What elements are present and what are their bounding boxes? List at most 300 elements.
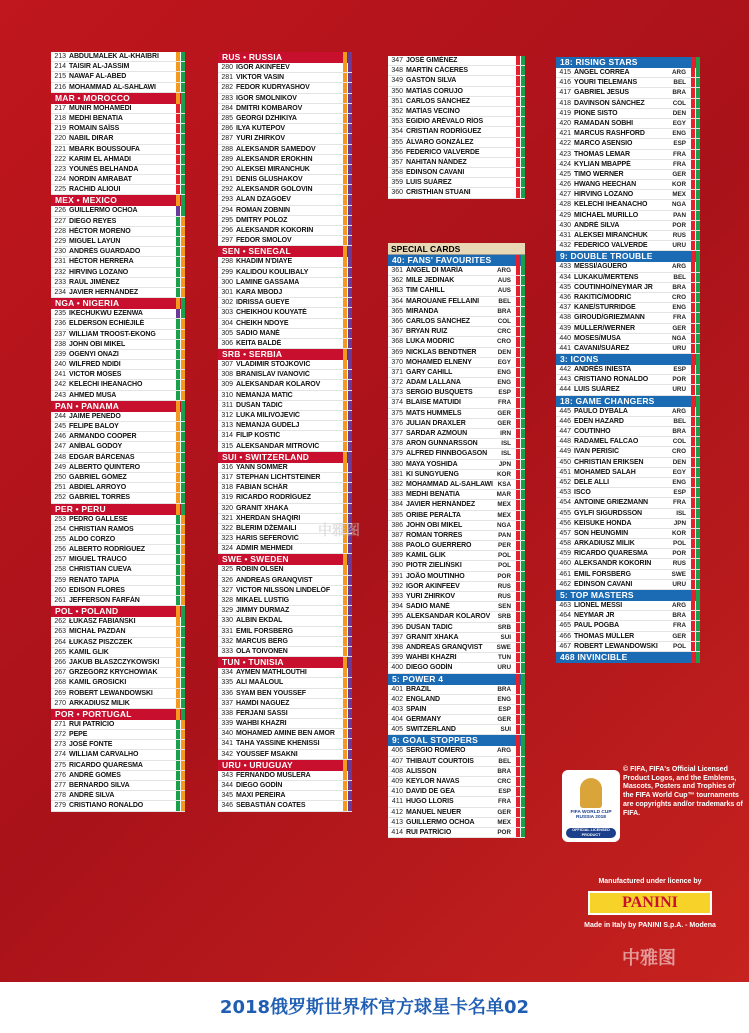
colour-swatch [176, 463, 180, 472]
colour-swatch [176, 699, 180, 708]
colour-swatch [516, 674, 520, 685]
card-number: 444 [559, 386, 571, 394]
checklist-row [218, 606, 352, 616]
player-name: DELE ALLI [574, 478, 610, 486]
colour-swatch [176, 104, 180, 113]
colour-swatch [176, 391, 180, 400]
player-name: ROMAN ZOBNIN [236, 206, 291, 214]
player-name: STEPHAN LICHTSTEINER [236, 473, 321, 481]
checklist-row [556, 385, 700, 395]
player-name: MATÍAS CORUJO [406, 87, 463, 95]
colour-swatch [691, 354, 695, 365]
checklist-row [556, 601, 700, 611]
checklist-row [218, 627, 352, 637]
card-number: 412 [391, 808, 403, 816]
colour-swatch [348, 52, 352, 63]
checklist-row [388, 178, 525, 188]
colour-swatch [176, 206, 180, 215]
colour-swatch [348, 94, 352, 103]
card-number: 466 [559, 632, 571, 640]
card-number: 445 [559, 407, 571, 415]
colour-swatch [181, 52, 185, 61]
colour-swatch [348, 329, 352, 338]
country-code: RUS [672, 232, 686, 239]
colour-swatch [348, 268, 352, 277]
checklist-row [51, 227, 185, 237]
player-name: CRISTIANO RONALDO [69, 802, 144, 810]
player-name: KEITA BALDÉ [236, 339, 282, 347]
colour-swatch [521, 551, 525, 560]
colour-swatch [521, 398, 525, 407]
colour-swatch [343, 699, 347, 708]
colour-swatch [181, 606, 185, 617]
player-name: SEBASTIÁN COATES [236, 802, 306, 810]
player-name: RADAMEL FALCAO [574, 438, 639, 446]
colour-swatch [696, 231, 700, 240]
colour-swatch [181, 504, 185, 515]
colour-swatch [516, 787, 520, 796]
section-header: SEN • SENEGAL [218, 246, 352, 257]
colour-swatch [696, 407, 700, 416]
country-code: GER [672, 632, 686, 640]
colour-swatch [343, 124, 347, 133]
checklist-row [388, 551, 525, 561]
colour-swatch [343, 391, 347, 400]
colour-swatch [521, 368, 525, 377]
card-number: 226 [54, 207, 66, 215]
colour-swatch [516, 808, 520, 817]
colour-swatch [348, 719, 352, 728]
colour-swatch [343, 175, 347, 184]
country-code: MEX [497, 511, 511, 519]
colour-swatch [521, 746, 525, 755]
colour-swatch [516, 276, 520, 285]
checklist-row [388, 767, 525, 777]
colour-swatch [696, 160, 700, 169]
player-name: HUGO LLORIS [406, 798, 454, 806]
country-code: DEN [672, 109, 686, 117]
checklist-row [51, 453, 185, 463]
player-name: SERGIO ROMERO [406, 747, 466, 755]
player-name: YOUNÈS BELHANDA [69, 165, 139, 173]
colour-swatch [696, 365, 700, 374]
colour-swatch [348, 339, 352, 348]
country-code: CRC [497, 328, 511, 336]
card-number: 335 [221, 679, 233, 687]
player-name: LUIS SUÁREZ [406, 179, 452, 187]
colour-swatch [521, 653, 525, 662]
player-name: KANE/STURRIDGE [574, 304, 636, 312]
colour-swatch [521, 685, 525, 694]
colour-swatch [691, 468, 695, 477]
colour-swatch [343, 360, 347, 369]
checklist-row [556, 190, 700, 200]
colour-swatch [343, 431, 347, 440]
colour-swatch [691, 139, 695, 148]
colour-swatch [181, 217, 185, 226]
player-name: AHMED MUSA [69, 391, 117, 399]
player-name: JOSÉ GIMÉNEZ [406, 57, 458, 64]
player-name: ALBIN EKDAL [236, 617, 283, 625]
colour-swatch [696, 129, 700, 138]
card-number: 309 [221, 381, 233, 389]
card-number: 267 [54, 669, 66, 677]
country-code: ARG [672, 69, 686, 76]
colour-swatch [516, 767, 520, 776]
checklist-row [388, 633, 525, 643]
colour-swatch [343, 236, 347, 245]
checklist-row [556, 488, 700, 498]
checklist-row [556, 231, 700, 241]
colour-swatch [521, 429, 525, 438]
country-code: BRA [672, 283, 686, 291]
checklist-row [556, 119, 700, 129]
country-code: ARG [497, 267, 511, 274]
colour-swatch [343, 257, 347, 266]
colour-swatch [343, 473, 347, 482]
colour-swatch [696, 458, 700, 467]
checklist-row [388, 188, 525, 198]
colour-swatch [343, 586, 347, 595]
checklist-row [218, 155, 352, 165]
colour-swatch [521, 168, 525, 177]
country-code: SRB [497, 623, 511, 631]
colour-swatch [521, 808, 525, 817]
player-name: RICARDO RODRÍGUEZ [236, 494, 311, 502]
player-name: RICARDO QUARESMA [574, 550, 648, 558]
colour-swatch [176, 781, 180, 790]
colour-swatch [348, 124, 352, 133]
player-name: FABIAN SCHÄR [236, 484, 288, 492]
country-code: PER [498, 542, 511, 550]
card-number: 363 [391, 287, 403, 295]
colour-swatch [691, 170, 695, 179]
colour-swatch [691, 99, 695, 108]
checklist-row [218, 226, 352, 236]
checklist-row [388, 327, 525, 337]
card-number: 293 [221, 196, 233, 204]
colour-swatch [343, 483, 347, 492]
player-name: EDINSON CAVANI [574, 580, 633, 588]
card-number: 222 [54, 155, 66, 163]
colour-swatch [343, 114, 347, 123]
country-code: COL [497, 317, 511, 325]
player-name: DUŠAN TADIĆ [406, 623, 453, 631]
colour-swatch [696, 150, 700, 159]
player-name: KELECHI IHEANACHO [69, 381, 143, 389]
checklist-row [556, 498, 700, 508]
card-number: 270 [54, 699, 66, 707]
colour-swatch [696, 273, 700, 282]
checklist-row [51, 617, 185, 627]
colour-swatch [516, 695, 520, 704]
checklist-row [218, 586, 352, 596]
card-number: 340 [221, 730, 233, 738]
player-name: MATÍAS VECINO [406, 107, 460, 115]
country-code: ARG [672, 602, 686, 609]
checklist-row [218, 308, 352, 318]
checklist-row [388, 623, 525, 633]
player-name: OLA TOIVONEN [236, 647, 288, 655]
section-header: PAN • PANAMA [51, 401, 185, 412]
checklist-row [556, 549, 700, 559]
country-code: GER [497, 716, 511, 724]
card-number: 277 [54, 782, 66, 789]
card-number: 320 [221, 504, 233, 512]
colour-swatch [348, 104, 352, 113]
colour-swatch [516, 777, 520, 786]
colour-swatch [176, 257, 180, 266]
player-name: HIRVING LOZANO [69, 268, 129, 276]
colour-swatch [348, 657, 352, 668]
card-number: 382 [391, 480, 403, 488]
colour-swatch [181, 791, 185, 800]
colour-swatch [516, 561, 520, 570]
card-number: 411 [391, 798, 403, 806]
checklist-row [556, 427, 700, 437]
colour-swatch [516, 148, 520, 157]
colour-swatch [348, 308, 352, 317]
colour-swatch [691, 427, 695, 436]
player-name: COUTINHO/NEYMAR JR [574, 283, 653, 291]
player-name: ARKADIUSZ MILIK [574, 540, 635, 548]
colour-swatch [516, 460, 520, 469]
player-name: MARCO ASENSIO [574, 140, 633, 148]
checklist-row [218, 175, 352, 185]
checklist-row [218, 339, 352, 349]
colour-swatch [176, 340, 180, 349]
card-number: 294 [221, 206, 233, 214]
country-code: ENG [497, 379, 511, 387]
colour-swatch [691, 365, 695, 374]
player-name: CRISTIANO RONALDO [574, 376, 649, 384]
colour-swatch [348, 401, 352, 410]
colour-swatch [348, 729, 352, 738]
colour-swatch [696, 549, 700, 558]
card-number: 282 [221, 84, 233, 92]
colour-swatch [343, 760, 347, 771]
player-name: LUKA MILIVOJEVIĆ [236, 412, 300, 419]
card-number: 308 [221, 371, 233, 379]
card-number: 463 [559, 602, 571, 609]
colour-swatch [521, 419, 525, 428]
player-name: KALIDOU KOULIBALY [236, 268, 309, 276]
checklist-row [218, 699, 352, 709]
checklist-row [556, 407, 700, 417]
colour-swatch [691, 273, 695, 282]
colour-swatch [176, 555, 180, 564]
colour-swatch [521, 276, 525, 285]
colour-swatch [521, 358, 525, 367]
card-number: 450 [559, 458, 571, 466]
checklist-row [556, 437, 700, 447]
country-code: COL [672, 438, 686, 446]
panini-logo: PANINI [588, 891, 712, 915]
colour-swatch [691, 458, 695, 467]
card-number: 307 [221, 361, 233, 369]
colour-swatch [181, 114, 185, 123]
colour-swatch [181, 586, 185, 595]
checklist-row [388, 439, 525, 449]
colour-swatch [521, 757, 525, 766]
colour-swatch [181, 330, 185, 339]
colour-swatch [181, 750, 185, 759]
checklist-row [556, 180, 700, 190]
card-number: 322 [221, 524, 233, 532]
colour-swatch [343, 308, 347, 317]
colour-swatch [696, 488, 700, 497]
card-number: 454 [559, 499, 571, 507]
player-name: KHADIM N'DIAYE [236, 258, 293, 266]
card-number: 341 [221, 740, 233, 748]
checklist-row [51, 217, 185, 227]
colour-swatch [348, 627, 352, 636]
player-name: KAMIL GLIK [406, 552, 446, 560]
colour-swatch [691, 221, 695, 230]
country-code: JPN [673, 519, 686, 527]
player-name: RAKITIĆ/MODRIĆ [574, 293, 632, 301]
colour-swatch [521, 511, 525, 520]
colour-swatch [176, 658, 180, 667]
checklist-row [556, 262, 700, 272]
player-name: MAXI PEREIRA [236, 792, 286, 800]
checklist-row [51, 678, 185, 688]
checklist-row [218, 165, 352, 175]
player-name: ANTOINE GRIEZMANN [574, 499, 649, 507]
player-name: DIEGO GODÍN [236, 782, 283, 789]
country-code: MAR [496, 491, 511, 499]
checklist-row [51, 340, 185, 350]
colour-swatch [521, 286, 525, 295]
player-name: ROBIN OLSEN [236, 566, 284, 574]
checklist-row [388, 531, 525, 541]
player-name: IKECHUKWU EZENWA [69, 310, 143, 318]
checklist-row [556, 139, 700, 149]
country-code: DEN [672, 458, 686, 466]
checklist-row [218, 298, 352, 308]
colour-swatch [516, 398, 520, 407]
colour-swatch [176, 350, 180, 359]
colour-swatch [348, 145, 352, 154]
colour-swatch [176, 473, 180, 482]
colour-swatch [343, 134, 347, 143]
country-code: BRA [672, 428, 686, 435]
colour-swatch [181, 72, 185, 81]
card-number: 418 [559, 99, 571, 107]
colour-swatch [176, 175, 180, 184]
colour-swatch [521, 148, 525, 157]
checklist-row [388, 138, 525, 148]
colour-swatch [343, 442, 347, 451]
checklist-row [218, 483, 352, 493]
checklist-row [218, 473, 352, 483]
card-number: 332 [221, 637, 233, 645]
colour-swatch [343, 637, 347, 646]
player-name: DAVINSON SÁNCHEZ [574, 99, 645, 107]
card-number: 428 [559, 201, 571, 209]
card-number: 464 [559, 612, 571, 620]
card-number: 334 [221, 669, 233, 677]
colour-swatch [516, 87, 520, 96]
checklist-row [51, 668, 185, 678]
country-code: SWE [671, 570, 686, 578]
colour-swatch [348, 349, 352, 360]
section-header: POR • PORTUGAL [51, 709, 185, 720]
colour-swatch [691, 417, 695, 426]
checklist-row [556, 365, 700, 375]
player-name: KEISUKE HONDA [574, 519, 632, 527]
country-code: ENG [497, 695, 511, 703]
checklist-row [556, 417, 700, 427]
colour-swatch [521, 787, 525, 796]
card-number: 389 [391, 552, 403, 560]
player-name: ADMIR MEHMEDI [236, 545, 293, 553]
checklist-row [388, 470, 525, 480]
colour-swatch [181, 104, 185, 113]
card-number: 254 [54, 525, 66, 533]
checklist-row [51, 360, 185, 370]
colour-swatch [348, 175, 352, 184]
colour-swatch [176, 195, 180, 206]
colour-swatch [691, 559, 695, 568]
country-code: ENG [672, 130, 686, 138]
card-number: 446 [559, 417, 571, 425]
colour-swatch [516, 358, 520, 367]
checklist-row [556, 88, 700, 98]
colour-swatch [691, 385, 695, 394]
colour-swatch [516, 602, 520, 611]
card-number: 331 [221, 627, 233, 635]
player-name: GERMANY [406, 716, 442, 724]
checklist-row [218, 709, 352, 719]
country-code: GER [672, 170, 686, 178]
card-number: 339 [221, 720, 233, 728]
colour-swatch [343, 606, 347, 615]
country-code: RUS [672, 560, 686, 568]
checklist-row [218, 493, 352, 503]
colour-swatch [176, 740, 180, 749]
colour-swatch [696, 632, 700, 641]
colour-swatch [181, 391, 185, 400]
colour-swatch [521, 663, 525, 672]
player-name: BRYAN RUIZ [406, 328, 448, 336]
card-number: 355 [391, 138, 403, 146]
checklist-row [51, 62, 185, 72]
checklist-row [556, 170, 700, 180]
checklist-row [218, 637, 352, 647]
colour-swatch [521, 572, 525, 581]
country-code: AUS [497, 287, 511, 295]
card-number: 439 [559, 324, 571, 332]
card-number: 422 [559, 140, 571, 148]
colour-swatch [181, 576, 185, 585]
colour-swatch [696, 385, 700, 394]
checklist-row [388, 409, 525, 419]
country-code: ESP [673, 366, 686, 374]
colour-swatch [521, 127, 525, 136]
colour-swatch [348, 134, 352, 143]
colour-swatch [691, 190, 695, 199]
colour-swatch [343, 104, 347, 113]
player-name: ALEKSANDAR KOLAROV [236, 381, 321, 389]
colour-swatch [516, 409, 520, 418]
colour-swatch [348, 226, 352, 235]
colour-swatch [691, 580, 695, 589]
checklist-row [388, 695, 525, 705]
colour-swatch [691, 488, 695, 497]
card-number: 231 [54, 258, 66, 266]
player-name: ABDIEL ARROYO [69, 484, 127, 492]
